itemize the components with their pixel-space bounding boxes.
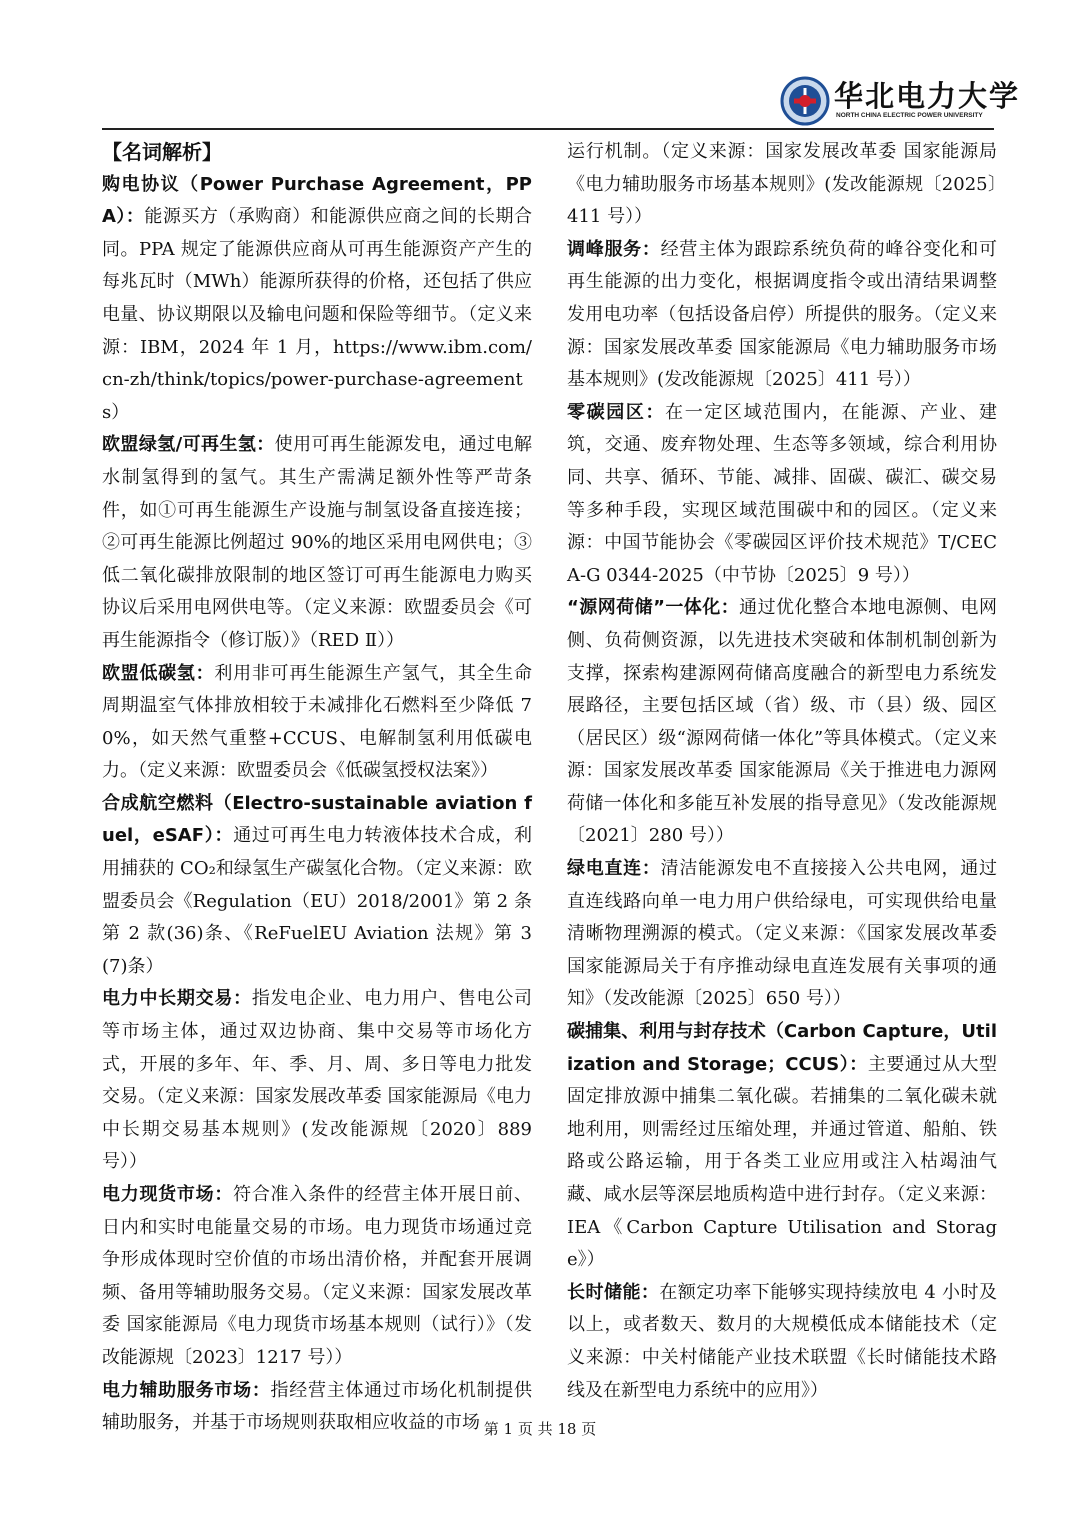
glossary-definition: 运行机制。（定义来源：国家发展改革委 国家能源局《电力辅助服务市场基本规则》(发改能源规〔2025〕411 号）） [567, 141, 997, 228]
page-number: 第 1 页 共 18 页 [483, 1420, 597, 1438]
glossary-term: 欧盟低碳氢： [102, 662, 215, 684]
glossary-entry [567, 136, 997, 234]
glossary-term: 零碳园区： [567, 401, 666, 423]
glossary-entry [567, 397, 997, 593]
glossary-term: 电力中长期交易： [102, 988, 252, 1010]
left-column [102, 136, 532, 1440]
glossary-term: 电力辅助服务市场： [102, 1379, 271, 1401]
section-heading: 【名词解析】 [102, 140, 222, 164]
university-emblem-icon [780, 76, 830, 126]
glossary-definition: 指经营主体通过市场化机制提供辅助服务，并基于市场规则获取相应收益的市场 [102, 1379, 532, 1434]
glossary-entry [567, 234, 997, 397]
glossary-definition: 指发电企业、电力用户、售电公司等市场主体，通过双边协商、集中交易等市场化方式，开展的多年、年、季、月、周、多日等电力批发交易。（定义来源：国家发展改革委 国家能源局《电力中长期交易基本规则》(发改能源规〔2020〕889 号）） [102, 988, 533, 1173]
glossary-definition: 通过可再生电力转液体技术合成，利用捕获的 CO₂和绿氢生产碳氢化合物。（定义来源：欧盟委员会《Regulation（EU）2018/2001》第 2 条第 2 款(36)条、《ReFuelEU Aviation 法规》第 3(7)条） [102, 825, 533, 977]
logo-title: 华北电力大学 [834, 79, 1021, 113]
glossary-term: 电力现货市场： [102, 1184, 234, 1205]
glossary-definition: 经营主体为跟踪系统负荷的峰谷变化和可再生能源的出力变化，根据调度指令或出清结果调整发用电功率（包括设备启停）所提供的服务。（定义来源：国家发展改革委 国家能源局《电力辅助服务市场基本规则》(发改能源规〔2025〕411 号）） [567, 238, 998, 391]
glossary-definition: 通过优化整合本地电源侧、电网侧、负荷侧资源，以先进技术突破和体制机制创新为支撑，探索构建源网荷储高度融合的新型电力系统发展路径，主要包括区域（省）级、市（县）级、园区（居民区）级“源网荷储一体化”等具体模式。（定义来源：国家发展改革委 国家能源局《关于推进电力源网荷储一体化和多能互补发展的指导意见》（发改能源规〔2021〕280 号）） [567, 597, 997, 847]
glossary-entry [102, 429, 532, 657]
glossary-term: “源网荷储”一体化： [567, 597, 740, 619]
glossary-entry [567, 592, 997, 853]
right-column [567, 136, 997, 1407]
glossary-entry [102, 983, 532, 1179]
glossary-definition: 在一定区域范围内，在能源、产业、建筑，交通、废弃物处理、生态等多领域，综合利用协同、共享、循环、节能、减排、固碳、碳汇、碳交易等多种手段，实现区域范围碳中和的园区。（定义来源：中国节能协会《零碳园区评价技术规范》T/CECA-G 0344-2025（中节协〔2025〕9 号）） [567, 401, 998, 586]
glossary-term: 购电协议（Power Purchase Agreement，PPA）： [102, 173, 532, 228]
glossary-term: 碳捕集、利用与封存技术（Carbon Capture，Utilization and Storage；CCUS）： [567, 1021, 997, 1075]
glossary-term: 欧盟绿氢/可再生氢： [102, 434, 275, 456]
glossary-definition: 能源买方（承购商）和能源供应商之间的长期合同。PPA 规定了能源供应商从可再生能源资产产生的每兆瓦时（MWh）能源所获得的价格，还包括了供应电量、协议期限以及输电问题和保险等细节。（定义来源：IBM，2024 年 1 月，https://www.ibm.com/cn-zh/think/topics/power-purchase-agreements） [102, 206, 532, 423]
glossary-definition: 符合准入条件的经营主体开展日前、日内和实时电能量交易的市场。电力现货市场通过竞争形成体现时空价值的市场出清价格，并配套开展调频、备用等辅助服务交易。（定义来源：国家发展改革委 国家能源局《电力现货市场基本规则（试行）》（发改能源规〔2023〕1217 号）） [102, 1184, 533, 1368]
glossary-entry [102, 1179, 532, 1375]
glossary-term: 绿电直连： [567, 858, 661, 880]
glossary-definition: 清洁能源发电不直接接入公共电网，通过直连线路向单一电力用户供给绿电，可实现供给电量清晰物理溯源的模式。（定义来源：《国家发展改革委国家能源局关于有序推动绿电直连发展有关事项的通知》（发改能源〔2025〕650 号）） [567, 858, 998, 1010]
glossary-definition: 在额定功率下能够实现持续放电 4 小时及以上，或者数天、数月的大规模低成本储能技术（定义来源：中关村储能产业技术联盟《长时储能技术路线及在新型电力系统中的应用》） [567, 1281, 997, 1401]
glossary-definition: 使用可再生能源发电，通过电解水制氢得到的氢气。其生产需满足额外性等严苛条件，如①可再生能源生产设施与制氢设备直接连接；②可再生能源比例超过 90%的地区采用电网供电；③低二氧化碳排放限制的地区签订可再生能源电力购买协议后采用电网供电等。（定义来源：欧盟委员会《可再生能源指令（修订版）》（RED Ⅱ）） [102, 434, 532, 651]
university-logo [780, 70, 1021, 128]
glossary-term: 长时储能： [567, 1281, 660, 1303]
glossary-entry [102, 658, 532, 788]
header-divider [102, 128, 994, 130]
glossary-term: 调峰服务： [567, 238, 661, 260]
page-header [102, 70, 1021, 132]
glossary-entry [102, 169, 532, 430]
glossary-entry [102, 788, 532, 984]
glossary-entry [567, 1277, 997, 1407]
glossary-definition: 主要通过从大型固定排放源中捕集二氧化碳。若捕集的二氧化碳未就地利用，则需经过压缩处理，并通过管道、船舶、铁路或公路运输，用于各类工业应用或注入枯竭油气藏、咸水层等深层地质构造中进行封存。（定义来源：IEA《Carbon Capture Utilisation and Storage》） [567, 1053, 997, 1271]
logo-subtitle: NORTH CHINA ELECTRIC POWER UNIVERSITY [836, 112, 983, 119]
glossary-entry [567, 1016, 997, 1277]
glossary-entry [567, 853, 997, 1016]
glossary-definition: 利用非可再生能源生产氢气，其全生命周期温室气体排放相较于未减排化石燃料至少降低 70%，如天然气重整+CCUS、电解制氢利用低碳电力。（定义来源：欧盟委员会《低碳氢授权法案》） [102, 662, 533, 782]
glossary-term: 合成航空燃料（Electro-sustainable aviation fuel，eSAF）： [102, 792, 532, 847]
